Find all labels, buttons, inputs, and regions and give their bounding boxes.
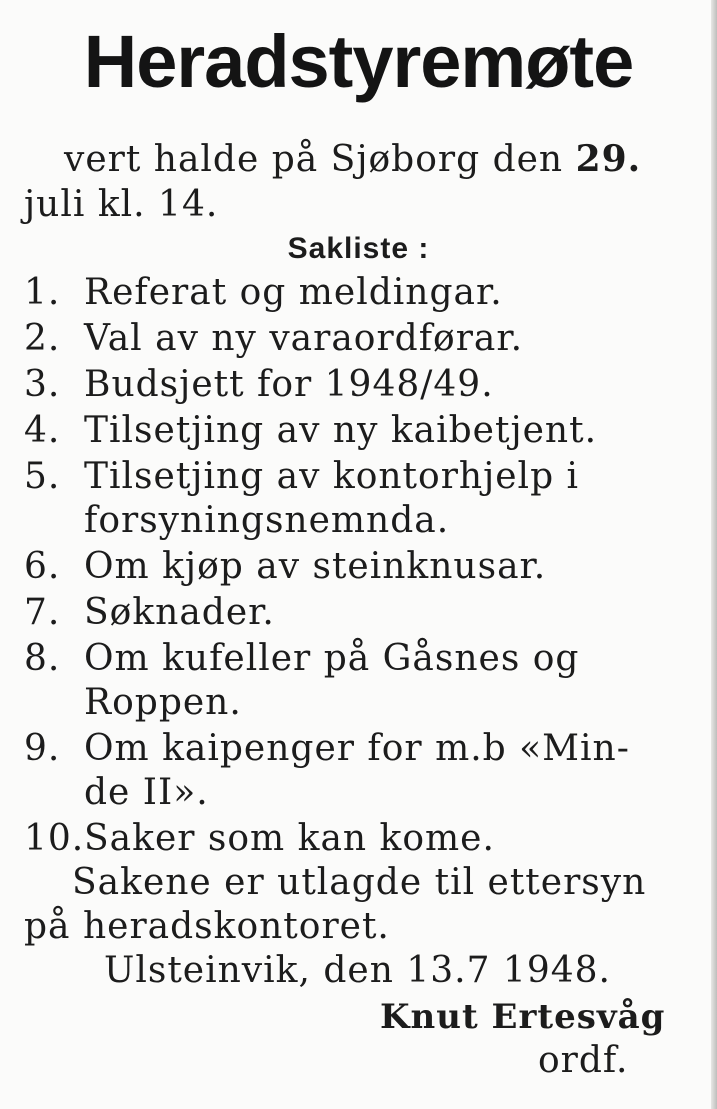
place-date: Ulsteinvik, den 13.7 1948. bbox=[104, 950, 611, 991]
item-text: Om kaipenger for m.b «Min- bbox=[84, 728, 630, 769]
agenda-item bbox=[24, 636, 579, 682]
item-text: Referat og meldingar. bbox=[84, 272, 503, 313]
item-text: Søknader. bbox=[84, 592, 275, 633]
item-text: Tilsetjing av kontorhjelp i bbox=[84, 456, 580, 497]
agenda-item bbox=[24, 816, 495, 862]
intro-line-2: juli kl. 14. bbox=[24, 184, 219, 225]
agenda-item-continuation: forsyningsnemnda. bbox=[84, 500, 450, 541]
agenda-item bbox=[24, 590, 275, 636]
closing-line-1: Sakene er utlagde til ettersyn bbox=[72, 862, 647, 903]
item-number: 3. bbox=[24, 364, 61, 405]
agenda-item-continuation: Roppen. bbox=[84, 682, 242, 723]
signature-role: ordf. bbox=[538, 1040, 629, 1081]
item-number: 1. bbox=[24, 272, 61, 313]
agenda-item bbox=[24, 316, 523, 362]
agenda-item bbox=[24, 726, 630, 772]
item-number: 4. bbox=[24, 410, 61, 451]
item-text: Budsjett for 1948/49. bbox=[84, 364, 494, 405]
item-number: 8. bbox=[24, 638, 61, 679]
agenda-item-continuation: de II». bbox=[84, 772, 209, 813]
item-number: 2. bbox=[24, 318, 61, 359]
agenda-item bbox=[24, 270, 503, 316]
item-text: Val av ny varaordførar. bbox=[84, 318, 524, 359]
agenda-item bbox=[24, 454, 579, 500]
agenda-item bbox=[24, 544, 546, 590]
item-number: 9. bbox=[24, 728, 61, 769]
item-number: 7. bbox=[24, 592, 61, 633]
item-number: 6. bbox=[24, 546, 61, 587]
closing-line-2: på heradskontoret. bbox=[24, 906, 390, 947]
notice-title: Heradstyremøte bbox=[83, 20, 634, 103]
item-text: Tilsetjing av ny kaibetjent. bbox=[84, 410, 598, 451]
intro-line-1 bbox=[64, 136, 641, 183]
item-text: Saker som kan kome. bbox=[84, 818, 495, 859]
agenda-item bbox=[24, 408, 597, 454]
signature-name: Knut Ertesvåg bbox=[380, 997, 666, 1037]
intro-text: vert halde på Sjøborg den bbox=[64, 139, 576, 180]
intro-date: 29. bbox=[575, 138, 642, 180]
item-number: 5. bbox=[24, 456, 61, 497]
item-number: 10. bbox=[24, 818, 85, 859]
item-text: Om kufeller på Gåsnes og bbox=[84, 638, 580, 679]
agenda-heading: Sakliste : bbox=[287, 232, 430, 265]
item-text: Om kjøp av steinknusar. bbox=[84, 546, 547, 587]
scan-edge bbox=[711, 0, 717, 1109]
agenda-item bbox=[24, 362, 494, 408]
